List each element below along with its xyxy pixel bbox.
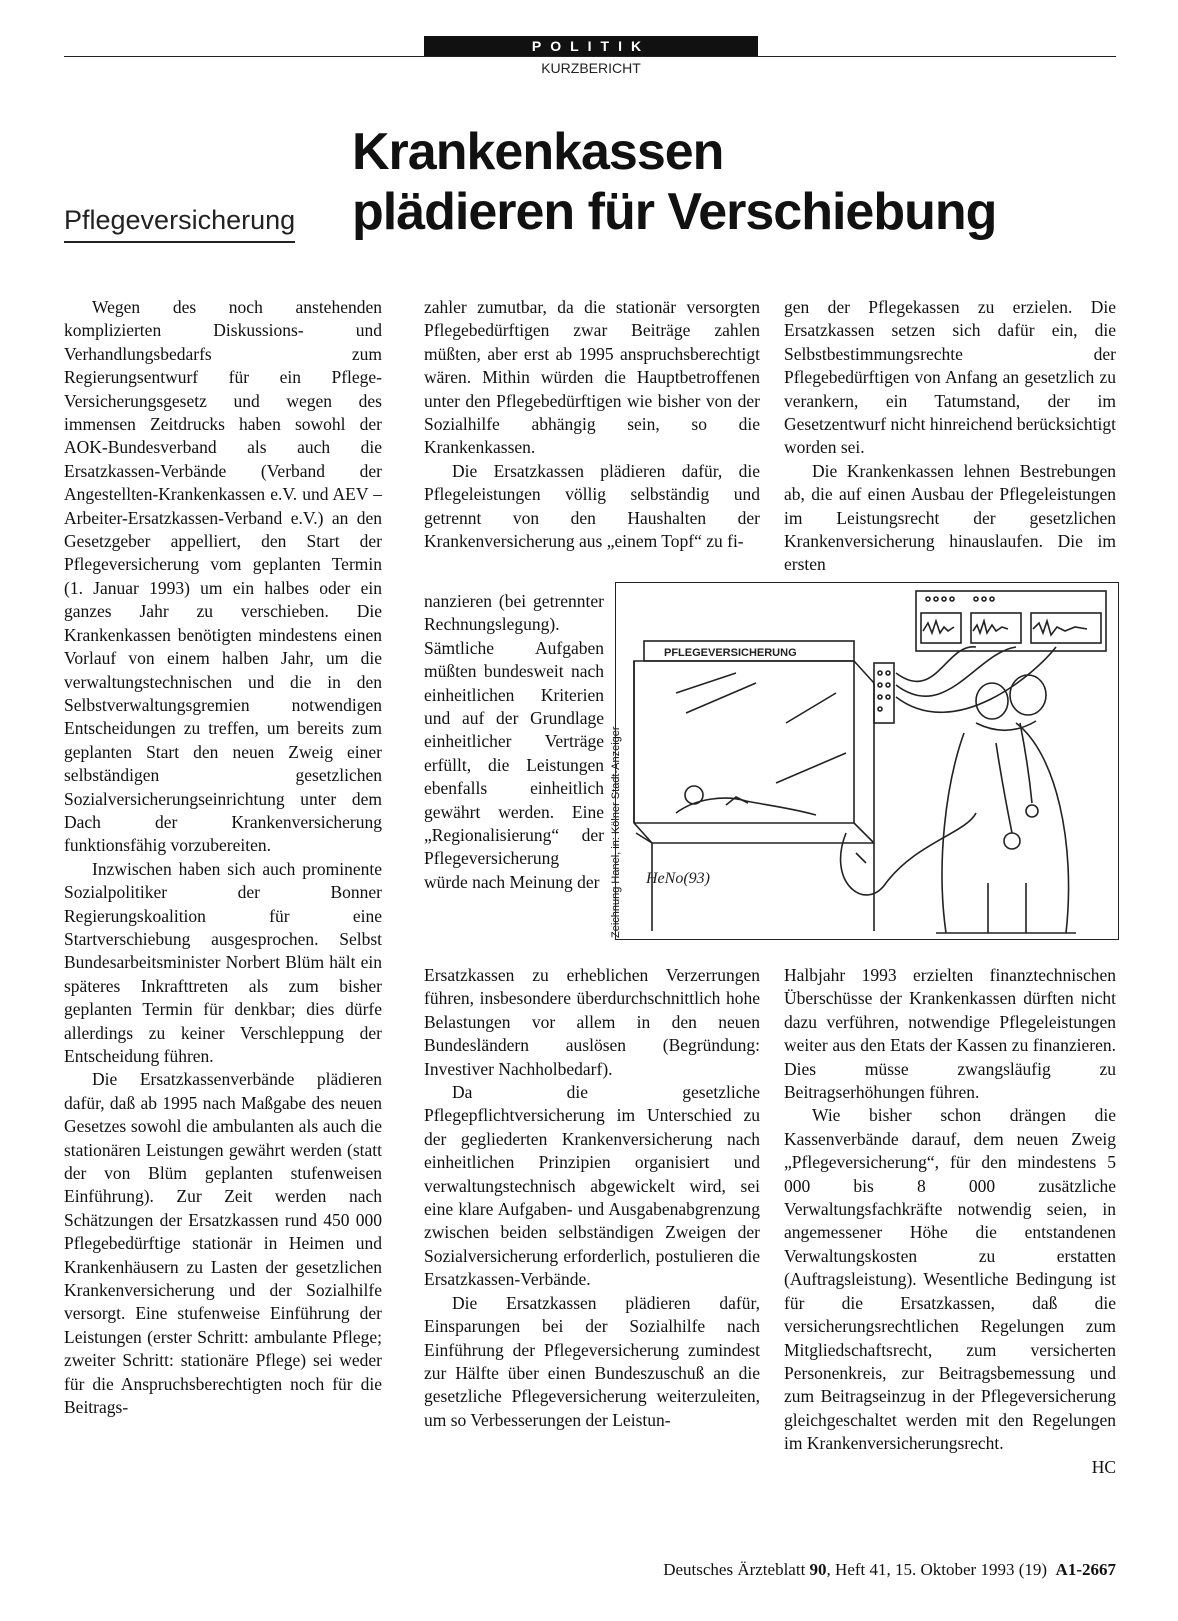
paragraph: Die Krankenkassen lehnen Bestrebungen ab, die auf einen Ausbau der Pflegeleistungen im Leistungsrecht der gesetzlichen Krankenversicherung hinauslaufen. Die im ersten xyxy=(784,460,1116,575)
header-rule xyxy=(64,56,1116,57)
subsection-label: KURZBERICHT xyxy=(541,60,641,76)
article-column-2-top xyxy=(424,296,760,553)
paragraph: Wegen des noch anstehenden komplizierten Diskussions- und Verhandlungsbedarfs zum Regierungsentwurf für ein Pflege-Versicherungsgesetz und wegen des immensen Zeitdrucks haben sowohl der AOK-Bundesverband als auch die Ersatzkassen-Verbände (Verband der Angestellten-Krankenkassen e.V. und AEV – Arbeiter-Ersatzkassen-Verband e.V.) an den Gesetzgeber appelliert, den Start der Pflegeversicherung vom geplanten Termin (1. Januar 1993) um ein halbes oder ein ganzes Jahr zu verschieben. Die Krankenkassen benötigten mindestens einen Vorlauf von einem halben Jahr, um die verwaltungstechnischen und die in den Selbstverwaltungsgremien notwendigen Entscheidungen zu treffen, um bereits zum geplanten Start den neuen Zweig einer selbständigen gesetzlichen Sozialversicherungseinrichtung unter dem Dach der Krankenversicherung funktionsfähig vorzubereiten. xyxy=(64,297,382,856)
headline-line-1: Krankenkassen xyxy=(352,123,724,181)
paragraph: gen der Pflegekassen zu erzielen. Die Ersatzkassen setzen sich dafür ein, die Selbstbestimmungsrechte der Pflegebedürftigen von Anfang an gesetzlich zu verankern, ein Tatumstand, der im Gesetzentwurf nicht hinreichend berücksichtigt worden sei. xyxy=(784,297,1116,458)
article-column-2-bottom xyxy=(424,964,760,1432)
paragraph: nanzieren (bei getrennter Rechnungslegung). Sämtliche Aufgaben müßten bundesweit nach einheitlichen Kriterien und auf der Grundlage einheitlicher Verträge erfüllt, die Leistungen ebenfalls einheitlich gewährt werden. Eine „Regionalisierung“ der Pflegeversicherung würde nach Meinung der xyxy=(424,591,604,892)
cartoon-signature: HeNo(93) xyxy=(646,870,710,887)
kicker: Pflegeversicherung xyxy=(64,205,295,243)
headline-line-2: plädieren für Verschiebung xyxy=(352,183,997,241)
paragraph: Die Ersatzkassen plädieren dafür, die Pflegeleistungen völlig selbständig und getrennt von den Haushalten der Krankenversicherung aus „einem Topf“ zu fi- xyxy=(424,460,760,552)
paragraph: Die Ersatzkassenverbände plädieren dafür, daß ab 1995 nach Maßgabe des neuen Gesetzes sowohl die ambulanten als auch die stationären Leistungen gewährt werden (statt der von Blüm geplanten stufenweisen Einführung). Zur Zeit werden nach Schätzungen der Ersatzkassen rund 450 000 Pflegebedürftige stationär in Heimen und Krankenhäusern zu Lasten der gesetzlichen Krankenversicherung und der Sozialhilfe versorgt. Eine stufenweise Einführung der Leistungen (erster Schritt: ambulante Pflege; zweiter Schritt: stationäre Pflege) sei weder für die Anspruchsberechtigten noch für die Beitrags- xyxy=(64,1069,382,1418)
journal-name: Deutsches Ärzteblatt xyxy=(663,1560,806,1579)
paragraph: Ersatzkassen zu erheblichen Verzerrungen führen, insbesondere überdurchschnittlich hohe Belastungen vor allem in den neuen Bundesländern auslösen (Begründung: Investiver Nachholbedarf). xyxy=(424,965,760,1079)
article-column-3-bottom xyxy=(784,964,1116,1479)
paragraph: Wie bisher schon drängen die Kassenverbände darauf, dem neuen Zweig „Pflegeversicherung“, für den mindestens 5 000 bis 8 000 zusätzliche Verwaltungsfachkräfte notwendig seien, in angemessener Höhe die entstandenen Verwaltungskosten zu erstatten (Auftragsleistung). Wesentliche Bedingung ist für die Ersatzkassen, daß die versicherungsrechtlichen Regelungen zum Mitgliedschaftsrecht, zum versicherten Personenkreis, zur Beitragsbemessung und zum Beitragseinzug in der Pflegeversicherung gleichgeschaltet werden mit den Regelungen im Krankenversicherungsrecht. xyxy=(784,1105,1116,1454)
journal-volume: 90 xyxy=(809,1560,827,1579)
paragraph: Inzwischen haben sich auch prominente Sozialpolitiker der Bonner Regierungskoalition für eine Startverschiebung ausgesprochen. Selbst Bundesarbeitsminister Norbert Blüm hält ein späteres Inkrafttreten als zum bisher geplanten Termin für denkbar; dies dürfe allerdings zu keiner Verschleppung der Entscheidung führen. xyxy=(64,858,382,1066)
cartoon-credit xyxy=(596,600,622,938)
article-column-3-top xyxy=(784,296,1116,577)
cartoon-drawing xyxy=(616,583,1118,939)
paragraph: zahler zumutbar, da die stationär versorgten Pflegebedürftigen zwar Beiträge zahlen müßten, aber erst ab 1995 anspruchsberechtigt wären. Mithin würden die Hauptbetroffenen unter den Pflegebedürftigen wie bisher von der Sozialhilfe abhängig sein, so die Krankenkassen. xyxy=(424,297,760,458)
issue-date: , Heft 41, 15. Oktober 1993 (19) xyxy=(826,1560,1048,1579)
paragraph: Die Ersatzkassen plädieren dafür, Einsparungen bei der Sozialhilfe nach Einführung der Pflegeversicherung zumindest zur Hälfte über einen Bundeszuschuß an die gesetzliche Pflegeversicherung weiterzuleiten, um so Verbesserungen der Leistun- xyxy=(424,1292,760,1430)
page-number: A1-2667 xyxy=(1055,1560,1116,1579)
author-signature: HC xyxy=(1091,1456,1116,1477)
page-footer xyxy=(500,1560,1116,1580)
headline xyxy=(352,122,1132,242)
section-label: POLITIK xyxy=(424,36,758,56)
cartoon-credit-text: Zeichnung Hanel, in: Kölner Stadt-Anzeiger xyxy=(610,726,622,938)
article-column-2-narrow xyxy=(424,590,604,894)
paragraph: Halbjahr 1993 erzielten finanztechnischen Überschüsse der Krankenkassen dürften nicht dazu verführen, notwendige Pflegeleistungen weiter aus den Etats der Kassen zu finanzieren. Dies müsse zwangsläufig zu Beitragserhöhungen führen. xyxy=(784,965,1116,1103)
cartoon-sign-text: PFLEGEVERSICHERUNG xyxy=(664,647,797,659)
paragraph: Da die gesetzliche Pflegepflichtversicherung im Unterschied zu der gegliederten Krankenversicherung nach einheitlichen Prinzipien organisiert und verwaltungstechnisch abgewickelt wird, sei eine klare Aufgaben- und Ausgabenabgrenzung zwischen beiden selbständigen Zweigen der Sozialversicherung erforderlich, postulieren die Ersatzkassen-Verbände. xyxy=(424,1082,760,1290)
cartoon-illustration-icon xyxy=(615,582,1119,940)
article-column-1 xyxy=(64,296,382,1420)
